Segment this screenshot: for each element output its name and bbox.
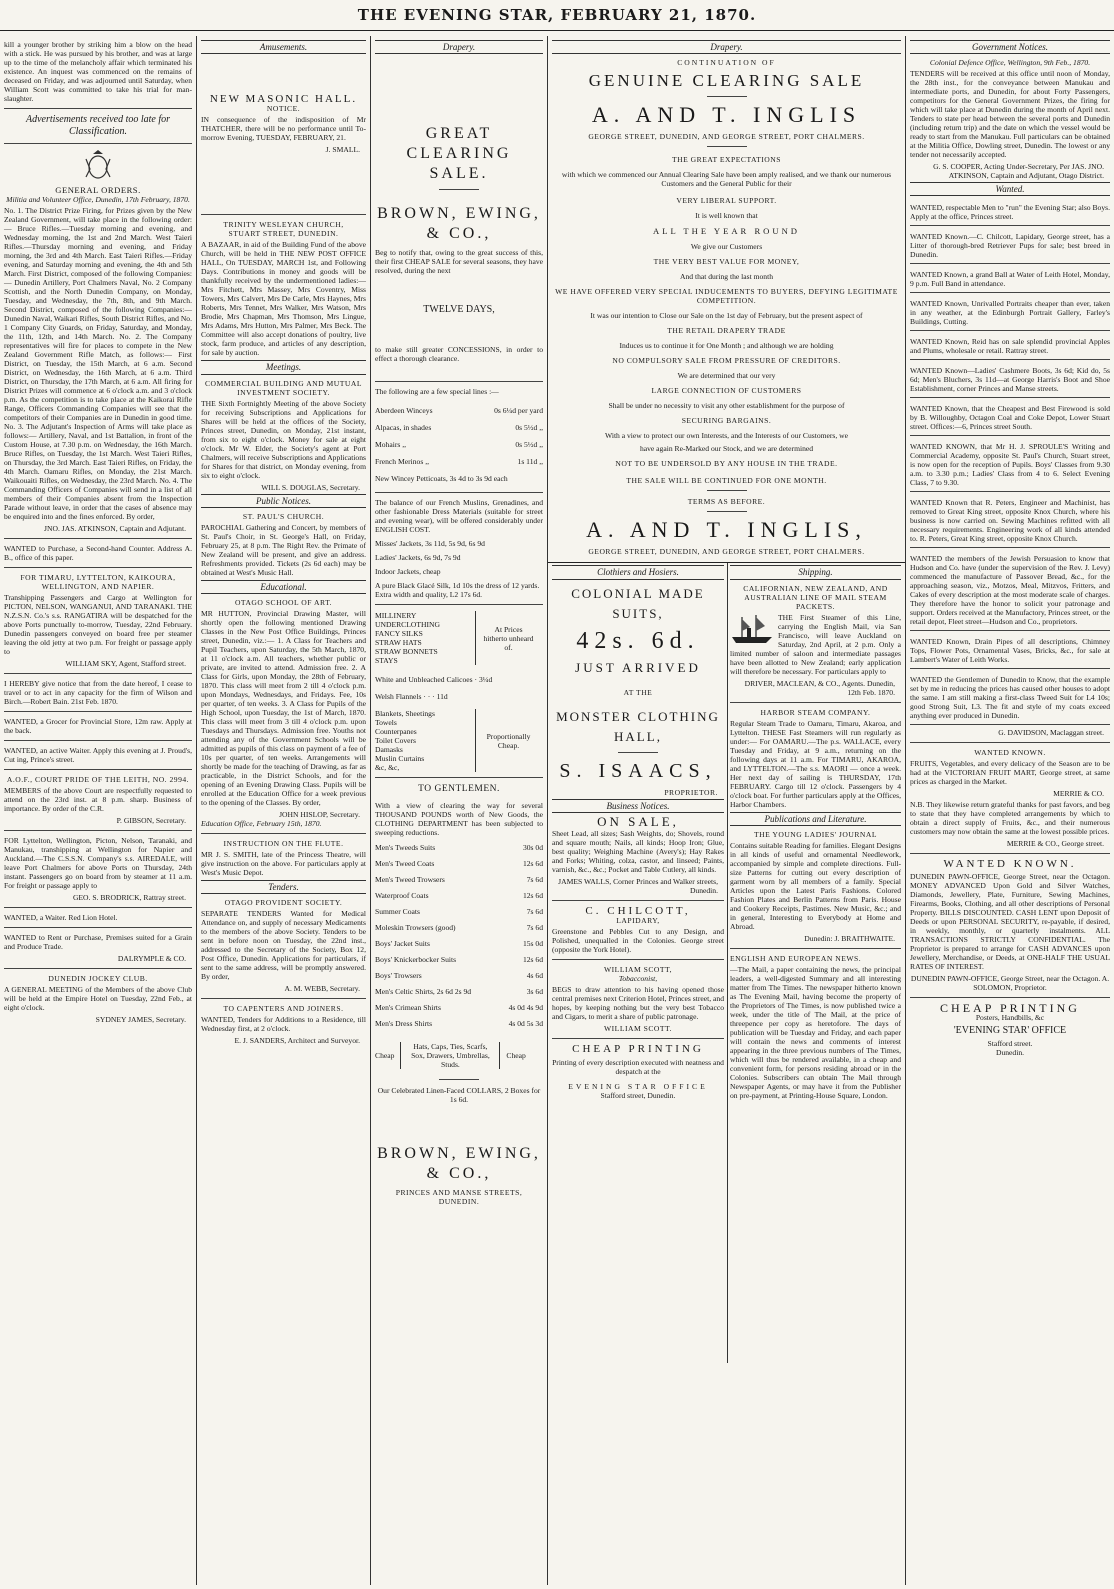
special-inducements: WE HAVE OFFERED VERY SPECIAL INDUCEMENTS TO BUYERS, DEFYING LEGITIMATE COMPETITION. <box>555 287 898 306</box>
packets-body: THE First Steamer of this Line, carrying the English Mail, via San Francisco, will leave Auckland on Saturday, 2nd April, at 2 p.m. Only a limited number of saloon and intermediate passages have been allotted to New Zealand; early application will therefore be necessary. For particulars apply to <box>730 612 901 676</box>
special-lines <box>375 402 543 487</box>
on-sale-items: Sheet Lead, all sizes; Sash Weights, do; Shovels, round and square mouth; Nails, all kinds; Hoop Iron; Glue, best quality; Weighing Machine (Avery's); Hay Rakes and Forks; Whiting, colza, castor, and linseed; Paints, varnish, &c., &c.; Pocket and Table Cutlery, all kinds. <box>552 829 724 875</box>
aof-signature: P. GIBSON, Secretary. <box>116 816 186 826</box>
item-price: 0s 6¼d per yard <box>494 406 543 416</box>
ad-shipping-body: Transhipping Passengers and Cargo at Wellington for PICTON, NELSON, WANGANUI, AND TARANAKI. THE N.Z.S.N. Co.'s s.s. RANGATIRA will be despatched for the above Ports punctually to-morrow, Tuesday, 22nd February. Dunedin passengers conveyed on board free per steamer leaving the old jetty at two p.m. For freight or passage apply to <box>4 593 192 657</box>
art-body: MR HUTTON, Provincial Drawing Master, will shortly open the following mentioned Drawing Classes in the New Post Office Buildings, Princes street, Dunedin, viz.:— 1. A Class for Teachers and Pupil Teachers, upon Saturday, the 5th March, 1870, at 11 o'clock a.m. All teachers, whether public or private, are invited to attend. Admission free. 2. A Class for Girls, upon Monday, the 28th of February, 1870. This class will meet from 2 till 4 o'clock p.m. upon Mondays, Wednesdays, and Fridays. Fee, 10s per quarter, of ten weeks. 3. A Class for Pupils of the High School, upon Tuesday, the 1st of March, 1870. This class will meet from 3 till 4 o'clock p.m. upon Tuesdays and Thursdays. Admission free. Youths not attending any of the Government Schools will be admitted as pupils of this class on payment of a fee of 10s per quarter, of ten weeks. Arrangements will shortly be made for the teaching of Drawing, as far as practicable, in the District Schools, and for the opening of an Evening Drawing Class. Pupils will be enrolled at the Education Office for a week previous to the opening of the Classes. By order, <box>201 609 366 808</box>
column-3 <box>371 38 547 1583</box>
item-name: Boys' Trowsers <box>375 970 422 980</box>
item-price: 7s 6d <box>526 922 543 932</box>
item-name: New Wincey Petticoats, 3s 4d to 3s 9d each <box>375 474 508 484</box>
provident-signature: A. M. WEBB, Secretary. <box>284 984 360 994</box>
wanted-ad: WANTED Known.—C. Chilcott, Lapidary, George street, has a Litter of thorough-bred Retriever Pups for sale; best breed in Dunedin. <box>910 229 1110 264</box>
late-ads-title: Advertisements received too late for Classification. <box>25 114 171 137</box>
inglis-name-footer: A. AND T. INGLIS, <box>586 517 867 543</box>
calicoes-line: White and Unbleached Calicoes · 3¼d <box>375 675 493 685</box>
ad-premises-signature: DALRYMPLE & CO. <box>117 954 186 964</box>
colonial-suits: COLONIAL MADE SUITS, <box>571 585 705 621</box>
item-price: 12s 6d <box>522 954 543 964</box>
news-item: kill a younger brother by striking him a blow on the head with a stick. He was pursued by his brother, and was at large up to the time of the melancholy affair which terminated his existence. An inquest was commenced on the remains of deceased on Friday, and was adjourned until Saturday, when William Scott was committed to take his trial for man-slaughter. <box>4 40 192 103</box>
jacket-line: Ladies' Jackets, 6s 9d, 7s 9d <box>375 553 461 563</box>
harbor-body: Regular Steam Trade to Oamaru, Timaru, Akaroa, and Lyttelton. THESE Fast Steamers will run regularly as under:— For OAMARU.—The p.s. WALLACE, every Tuesday and Friday, at 9 a.m., returning on the following days at 11 a.m. For TIMARU, AKAROA, and LYTTELTON.—The s.s. MAORI — once a week. Her next day of sailing is THURSDAY, 17th FEBRUARY. Cargo till 12 o'clock. Passengers by 4 o'clock boat. For further particulars apply at the Offices, Harbor Chambers. <box>730 718 901 809</box>
tobacconist: Tobacconist, <box>618 974 658 984</box>
item-name: Boys' Jacket Suits <box>375 938 430 948</box>
item-price: 12s 6d <box>522 858 543 868</box>
flute-title: INSTRUCTION ON THE FLUTE. <box>223 839 344 849</box>
item-price: 0s 5½d ,, <box>515 440 543 450</box>
item-price: 7s 6d <box>526 874 543 884</box>
scott-signature: WILLIAM SCOTT. <box>603 1024 673 1034</box>
pawn-signature: DUNEDIN PAWN-OFFICE, George Street, near the Octagon. A. SOLOMON, Proprietor. <box>910 973 1110 992</box>
cbi-signature: WILL S. DOUGLAS, Secretary. <box>261 482 360 492</box>
trinity-body: A BAZAAR, in aid of the Building Fund of the above Church, will be held in THE NEW POST OFFICE HALL, On TUESDAY, MARCH 1st, and Following Days. Contributions in money and goods will be thankfully received by the undermentioned ladies:—Mrs Fitchett, Mrs Massey, Mrs Coventry, Miss Towers, Mrs Calvert, Mrs De Carle, Mrs Haynes, Mrs Roberts, Mrs Tennet, Mrs Walker, Mrs Watson, Mrs Brodie, Mrs Chapman, Mrs Thomson, Mrs Lingue, Mrs Adams, Mrs Hutton, Mrs Palmer, Mrs Beck. The Committee will also accept donations of poultry, live stock, farm produce, and articles of any description, for sale by auction. <box>201 240 366 358</box>
masthead: THE EVENING STAR, FEBRUARY 21, 1870. <box>357 6 757 24</box>
ad-grocer: WANTED, a Grocer for Provincial Store, 12m raw. Apply at the back. <box>4 717 192 736</box>
section-header-public-notices: Public Notices. <box>201 494 366 508</box>
jacket-line: Indoor Jackets, cheap <box>375 567 441 577</box>
news-body: —The Mail, a paper containing the news, the principal leaders, a well-digested Summary and all interesting matter from The Times. The newspaper hitherto known as The Evening Mail, having become the property of the Proprietors of The Times, is now published twice a week, under the title of The Mail, at the price of threepence per copy as heretofore. The days of publication will be Tuesday and Friday, and each paper will contain the news and comments of interest appearing in the three previous numbers of The Times, which will thus be rendered available, in a cheap and convenient form, for persons residing abroad or in the Colonies. Subscribers can obtain The Mail through Newspaper Agents, or may have it from the Publisher on pre-payment, at Printing-House Square, London. <box>730 964 901 1100</box>
item-name: Men's Dress Shirts <box>375 1018 433 1028</box>
intention: It was our intention to Close our Sale on the 1st day of February, but the present aspect of <box>590 311 863 321</box>
section-header-shipping: Shipping. <box>730 565 901 579</box>
gov-body: TENDERS will be received at this office until noon of Monday, the 28th inst., for the conveyance between Manukau and intermediate ports, and Dunedin, for about Forty Passengers, competitors for the General Government Prizes, the firing for which will take place at Dunedin during the month of April next. Tenders to state per head between the several ports and Dunedin (including return trip) and the date on which the vessel would be ready to start from the Manukau. Full particulars can be obtained at the Militia Office, Dowling street, Dunedin. The lowest or any tender not necessarily accepted. <box>910 69 1110 160</box>
subcolumn-shipping <box>730 563 901 1102</box>
general-orders-office: Militia and Volunteer Office, Dunedin, 17th February, 1870. <box>6 195 190 205</box>
item-name: Men's Tweeds Suits <box>375 842 436 852</box>
item-name: Men's Crimean Shirts <box>375 1002 441 1012</box>
item-name: French Merinos ,, <box>375 457 429 467</box>
clothing-row <box>375 904 543 920</box>
section-header-drapery: Drapery. <box>375 40 543 54</box>
news-title: ENGLISH AND EUROPEAN NEWS. <box>730 953 862 963</box>
protect: With a view to protect our own Interests, and the Interests of our Customers, we <box>604 431 849 441</box>
wanted-known-title-2: WANTED KNOWN. <box>943 858 1077 871</box>
ylj-signature: Dunedin: J. BRAITHWAITE. <box>804 933 895 943</box>
cheap-label: Cheap <box>375 1050 395 1060</box>
masonic-title: NEW MASONIC HALL. <box>209 93 358 106</box>
pawn-body: DUNEDIN PAWN-OFFICE, George Street, near the Octagon. MONEY ADVANCED Upon Gold and Silver Watches, Diamonds, Jewellery, Plate, Furniture, Sewing Machines, Firearms, Books, Clothing, and all other descriptions of Personal Property. BILLS DISCOUNTED. CASH LENT upon Deposit of Deeds or upon PERSONAL SECURITY, re-payable, if desired, in weekly, monthly, or quarterly instalments. ALL TRANSACTIONS STRICTLY CONFIDENTIAL. The Proprietor is prepared to arrange for CASH ADVANCES upon Jewellery, Merchandise, or Deeds, at ONE-HALF THE USUAL RATES OF INTEREST. <box>910 871 1110 971</box>
section-header-drapery-2: Drapery. <box>552 40 901 54</box>
aof-body: MEMBERS of the above Court are respectfully requested to attend on the 23rd inst. at 8 p.m. sharp. Business of importance. By order of the C.R. <box>4 786 192 814</box>
section-header-wanted: Wanted. <box>910 182 1110 196</box>
brown-ewing-intro: Beg to notify that, owing to the great success of this, their first CHEAP SALE for several seasons, they have resolved, during the next <box>375 248 543 276</box>
item-name: Mohairs ,, <box>375 440 407 450</box>
general-orders-title: GENERAL ORDERS. <box>55 185 141 195</box>
item-name: Men's Tweed Coats <box>375 858 435 868</box>
household-note: Proportionally Cheap. <box>475 709 535 772</box>
flannels-line: Welsh Flannels · · · 11d <box>375 692 448 702</box>
section-header-educational: Educational. <box>201 580 366 594</box>
group-item: Towels <box>375 718 397 728</box>
gov-office: Colonial Defence Office, Wellington, 9th Feb., 1870. <box>929 58 1091 68</box>
brown-ewing-address: PRINCES AND MANSE STREETS, DUNEDIN. <box>395 1187 523 1206</box>
masthead-rule <box>0 30 1114 31</box>
joiners-body: WANTED, Tenders for Additions to a Residence, till Wednesday first, at 2 o'clock. <box>201 1015 366 1034</box>
clothing-prices <box>375 840 543 1032</box>
terms: TERMS AS BEFORE. <box>687 497 766 507</box>
item-price: 4s 6d <box>526 970 543 980</box>
balance-text: The balance of our French Muslins, Grenadines, and other fashionable Dress Materials (suitable for street and evening wear), will be offered considerably under ENGLISH COST. <box>375 498 543 535</box>
cbi-body: THE Sixth Fortnightly Meeting of the above Society for receiving Subscriptions and Applications for Shares will be held at the offices of the Society, Princes street, Dunedin, on Monday, 21st instant, from six to eight o'clock. Money for sale at eight o'clock. Mr W. Elder, the Society's agent at Port Chalmers, will receive Subscriptions and Applications for Shares for that district, on Monday evening, from six to eight o'clock. <box>201 398 366 480</box>
monster-hall: MONSTER CLOTHING HALL, <box>556 708 720 744</box>
general-orders-signature: JNO. JAS. ATKINSON, Captain and Adjutant. <box>44 524 186 534</box>
clothing-row <box>375 856 543 872</box>
lines-intro: The following are a few special lines :— <box>375 387 499 397</box>
item-price: 1s 11d ,, <box>517 457 543 467</box>
gov-signature: G. S. COOPER, Acting Under-Secretary, Per JAS. JNO. ATKINSON, Captain and Adjutant, Otago District. <box>933 162 1104 181</box>
stpaul-title: ST. PAUL'S CHURCH. <box>242 511 325 521</box>
item-name: Summer Coats <box>375 906 420 916</box>
remarked: have again Re-Marked our Stock, and we are determined <box>639 444 814 454</box>
wanted-ad: WANTED Known, a grand Ball at Water of Leith Hotel, Monday, 9 p.m. Full Band in attendance. <box>910 267 1110 293</box>
group-item: UNDERCLOTHING <box>375 620 440 630</box>
clearing-sale-title: GREAT CLEARING SALE. <box>406 125 512 183</box>
ad-waiter-redlion: WANTED, a Waiter. Red Lion Hotel. <box>4 913 118 923</box>
harbor-title: HARBOR STEAM COMPANY. <box>760 707 871 717</box>
section-header-publications: Publications and Literature. <box>730 812 901 826</box>
group-item: FANCY SILKS <box>375 629 423 639</box>
wanted-ad: WANTED Known, Unrivalled Portraits cheaper than ever, taken in any weather, at the Edinburgh Portrait Gallery, Farley's Buildings, Cutting. <box>910 296 1110 331</box>
group-item: Toilet Covers <box>375 736 417 746</box>
just-arrived: JUST ARRIVED <box>575 659 701 675</box>
wanted-ad: WANTED KNOWN, that Mr H. J. SPROULE'S Writing and Commercial Academy, opposite St. Paul's Church, Stuart street, is now open for the reception of Pupils. Boys' Classes from 9.30 a.m. to 3.30 p.m.; Ladies' Class from 4 to 6. Select Evening Class, 7 to 9.30. <box>910 439 1110 492</box>
star-office-2: 'EVENING STAR' OFFICE <box>953 1024 1067 1036</box>
packets-signature: DRIVER, MACLEAN, & CO., Agents. Dunedin, 12th Feb. 1870. <box>744 678 895 697</box>
genuine-sale-title: GENUINE CLEARING SALE <box>588 71 865 91</box>
section-header-government: Government Notices. <box>910 40 1110 54</box>
steamship-icon <box>730 613 774 645</box>
scott-name: WILLIAM SCOTT, <box>603 965 673 975</box>
group-item: STRAW BONNETS <box>375 647 438 657</box>
price-row <box>375 436 543 453</box>
cbi-title: COMMERCIAL BUILDING AND MUTUAL INVESTMENT SOCIETY. <box>204 378 363 397</box>
provident-title: OTAGO PROVIDENT SOCIETY. <box>224 898 343 908</box>
ad-notice: I HEREBY give notice that from the date hereof, I cease to travel or to act in any capacity for the firm of Wilson and Birch.—Robert Bain. 21st Feb. 1870. <box>4 679 192 707</box>
wanted-ad: WANTED Known, Drain Pipes of all descriptions, Chimney Tops, Flower Pots, Ornamental Vases, Bricks, &c., for sale at Lambert's Water of Leith Works. <box>910 634 1110 669</box>
jackets-list <box>375 539 543 599</box>
stafford-street-2: Stafford street. <box>987 1039 1033 1049</box>
merrie-signature-2: MERRIE & CO., George street. <box>1006 839 1104 849</box>
davidson-signature: G. DAVIDSON, Maclaggan street. <box>998 728 1104 738</box>
group-item: STAYS <box>375 656 398 666</box>
item-price: 0s 5½d ,, <box>515 423 543 433</box>
inglis-address-footer: GEORGE STREET, DUNEDIN, AND GEORGE STREET, PORT CHALMERS. <box>588 547 865 557</box>
retail-trade: THE RETAIL DRAPERY TRADE <box>667 326 786 336</box>
wanted-ad: WANTED Known, Reid has on sale splendid provincial Apples and Plums, wholesale or retail. Rattray street. <box>910 334 1110 360</box>
group-item: Counterpanes <box>375 727 417 737</box>
isaacs-proprietor: PROPRIETOR. <box>664 787 718 797</box>
ad-shipping-signature: WILLIAM SKY, Agent, Stafford street. <box>65 659 186 669</box>
wanted-ad: WANTED Known, that the Cheapest and Best Firewood is sold by B. Willoughby, Octagon Coal and Coke Depot, Lower Stuart street. Offices:—6, Princes street South. <box>910 401 1110 436</box>
induces: Induces us to continue it for One Month ; and although we are holding <box>619 341 834 351</box>
masonic-notice: NOTICE. <box>266 104 301 114</box>
clothing-row <box>375 984 543 1000</box>
well-known: It is well known that <box>695 211 758 221</box>
expectations-body: with which we commenced our Annual Clearing Sale have been amply realised, and we thank our numerous Customers and the General Public for their <box>561 170 892 189</box>
printing-body: Printing of every description executed with neatness and despatch at the <box>552 1058 724 1077</box>
best-value: THE VERY BEST VALUE FOR MONEY, <box>653 257 800 267</box>
group-item: Blankets, Sheetings <box>375 709 435 719</box>
sale-continued: THE SALE WILL BE CONTINUED FOR ONE MONTH. <box>626 476 827 486</box>
at-the: AT THE <box>623 687 653 697</box>
wanted-ads <box>910 200 1110 725</box>
provident-body: SEPARATE TENDERS Wanted for Medical Attendance on, and supply of necessary Medicaments to the members of the above Society. Tenders to be sent in before noon on Tuesday, the 22nd inst., addressed to the Secretary of the Society, Box 12, Post Office, Dunedin. Applications for particulars, if sent to the same address, will be promptly answered. By order, <box>201 909 366 982</box>
inglis-name: A. AND T. INGLIS <box>591 102 862 128</box>
liberal-support: VERY LIBERAL SUPPORT. <box>676 196 777 206</box>
large-connection: LARGE CONNECTION OF CUSTOMERS <box>651 386 802 396</box>
cheap-printing-2: CHEAP PRINTING <box>940 1000 1080 1015</box>
household-group <box>375 709 543 772</box>
isaacs-name: S. ISAACS, <box>559 759 717 782</box>
item-name: Alpacas, in shades <box>375 423 432 433</box>
group-item: Muslin Curtains <box>375 754 425 764</box>
clothing-row <box>375 968 543 984</box>
gentlemen-title: TO GENTLEMEN. <box>418 784 500 795</box>
section-header-business: Business Notices. <box>552 799 724 813</box>
price-row <box>375 419 543 436</box>
item-name: Moleskin Trowsers (good) <box>375 922 456 932</box>
concessions: to make still greater CONCESSIONS, in order to effect a thorough clearance. <box>375 345 543 364</box>
trinity-sub: STUART STREET, DUNEDIN. <box>228 229 339 239</box>
clothing-row <box>375 952 543 968</box>
royal-crest-icon <box>78 149 118 183</box>
determined: We are determined that our very <box>677 371 776 381</box>
section-header-amusements: Amusements. <box>201 40 366 54</box>
wanted-ad: WANTED the Gentlemen of Dunedin to Know, that the example set by me in reducing the prices has caused other houses to adopt the same. I am still making a first-class Tweed Suit for L4 10s; good Strong Suit, L3. The fit and style of my coats exceed anything ever produced in Dunedin. <box>910 672 1110 725</box>
scott-body: BEGS to draw attention to his having opened those central premises next Criterion Hotel, Princes street, and hopes, by keeping nothing but the very best Tobacco and Cigars, to merit a share of public patronage. <box>552 985 724 1022</box>
item-name: Men's Celtic Shirts, 2s 6d 2s 9d <box>375 986 472 996</box>
joiners-signature: E. J. SANDERS, Architect and Surveyor. <box>234 1036 360 1046</box>
clothing-row <box>375 1016 543 1032</box>
wanted-ad: WANTED Known that R. Peters, Engineer and Machinist, has removed to Great King street, opposite Knox Church, where his business is now carried on. Sewing Machines refitted with all necessary requirements. Engineering work of all kinds attended to. R. Peters, Great King street, opposite Knox Church. <box>910 495 1110 548</box>
art-date: Education Office, February 15th, 1870. <box>201 819 322 829</box>
ad-premises: WANTED to Rent or Purchase, Premises suited for a Grain and Produce Trade. <box>4 933 192 952</box>
star-office: EVENING STAR OFFICE <box>568 1082 708 1092</box>
section-header-tenders: Tenders. <box>201 880 366 894</box>
item-name: Aberdeen Winceys <box>375 406 433 416</box>
brown-ewing-footer: BROWN, EWING, & CO., <box>377 1144 541 1182</box>
wanted-ad: WANTED, respectable Men to "run" the Evening Star; also Boys. Apply at the office, Princes street. <box>910 200 1110 226</box>
wanted-known-title: WANTED KNOWN. <box>974 748 1046 758</box>
price-row <box>375 470 543 487</box>
gentlemen-body: With a view of clearing the way for several THOUSAND POUNDS worth of New Goods, the CLOTHING DEPARTMENT has been subjected to sweeping reductions. <box>375 800 543 837</box>
item-price: 30s 0d <box>522 842 543 852</box>
column-1 <box>0 38 196 1583</box>
lapidary-body: Greenstone and Pebbles Cut to any Design, and Polished, unequalled in the Colonies. George street (opposite the York Hotel). <box>552 927 724 955</box>
art-title: OTAGO SCHOOL OF ART. <box>234 598 333 608</box>
clothing-row <box>375 840 543 856</box>
clothing-row <box>375 1000 543 1016</box>
cheap-printing: CHEAP PRINTING <box>572 1043 704 1056</box>
trinity-title: TRINITY WESLEYAN CHURCH, <box>223 220 344 230</box>
wanted-ad: WANTED Known—Ladies' Cashmere Boots, 3s 6d; Kid do, 5s 6d; Men's Bluchers, 3s 11d—at George Harris's Boot and Shoe Establishment, corner Princes and Manse streets. <box>910 363 1110 398</box>
clothing-row <box>375 920 543 936</box>
on-sale-signature: JAMES WALLS, Corner Princes and Walker streets, Dunedin. <box>558 877 718 896</box>
art-signature: JOHN HISLOP, Secretary. <box>279 810 360 820</box>
jockey-title: DUNEDIN JOCKEY CLUB. <box>48 974 148 984</box>
stpaul-body: PAROCHIAL Gathering and Concert, by members of St. Paul's Choir, in St. George's Hall, on Friday, February 25, at 8 p.m. The Right Rev. the Primate of New Zealand will be present, and give an address. Refreshments provided. Tickets (2s 6d each) may be obtained at West's Music Hall. <box>201 522 366 577</box>
item-name: Boys' Knickerbocker Suits <box>375 954 457 964</box>
item-price: 15s 0d <box>522 938 543 948</box>
ylj-title: THE YOUNG LADIES' JOURNAL <box>753 829 878 839</box>
group-item: STRAW HATS <box>375 638 422 648</box>
jacket-line: A pure Black Glacé Silk, 1d 10s the dress of 12 yards. Extra width and quality, L2 17s 6d. <box>375 581 540 600</box>
millinery-note: At Prices hitherto unheard of. <box>475 611 535 665</box>
price-row <box>375 402 543 419</box>
group-item: &c, &c, <box>375 763 400 773</box>
item-price: 7s 6d <box>526 906 543 916</box>
merrie-signature: MERRIE & CO. <box>1053 789 1104 799</box>
section-header-meetings: Meetings. <box>201 360 366 374</box>
twelve-days: TWELVE DAYS, <box>423 304 495 316</box>
ad-lyttelton-signature: GEO. S. BRODRICK, Rattray street. <box>72 893 186 903</box>
subcolumn-clothiers <box>552 563 724 1100</box>
we-give: We give our Customers <box>690 242 763 252</box>
wanted-ad: WANTED the members of the Jewish Persuasion to know that Hudson and Co. have (under the supervision of the Rev. J. Levy) commenced the manufacture of Passover Bread, &c., for the approaching season, viz., Motzos, Meal, Mitzvos, Fritters, and Cakes of every description at the most moderate scale of charges. They therefore have the honor to solicit your patronage and support. Orders received at the Manufactory, Princes street, or the retail depot, Fleet street—Hudson and Co., proprietors. <box>910 551 1110 631</box>
lower-section <box>552 563 901 1363</box>
nb-body: N.B. They likewise return grateful thanks for past favors, and beg to state that they have completed arrangements by which to obtain a direct supply of Fruits, &c., and their numerous customers may now obtain the same at the lowest possible prices. <box>910 800 1110 837</box>
packets-title: CALIFORNIAN, NEW ZEALAND, AND AUSTRALIAN LINE OF MAIL STEAM PACKETS. <box>743 583 888 611</box>
suit-price: 42s. 6d. <box>576 627 700 654</box>
ad-lyttelton: FOR Lyttelton, Wellington, Picton, Nelson, Taranaki, and Manukau, transhipping at Wellington for Napier and Auckland.—The C.S.S.N. Company's s.s. AIREDALE, will leave Port Chalmers for above Ports on Thursday, 24th instant. Passengers go on board from by steamer at 11 a.m. For freight or passage apply to <box>4 836 192 891</box>
fruits-body: FRUITS, Vegetables, and every delicacy of the Season are to be had at the VICTORIAN FRUIT MART, George street, at same prices as charged in the Market. <box>910 759 1110 787</box>
column-4 <box>548 38 905 1583</box>
dunedin-label: Dunedin. <box>995 1048 1025 1058</box>
item-price: 3s 6d <box>526 986 543 996</box>
ad-waiter: WANTED, an active Waiter. Apply this evening at J. Proud's, Cut ing, Prince's street. <box>4 746 192 765</box>
last-month: And that during the last month <box>679 272 773 282</box>
jockey-body: A GENERAL MEETING of the Members of the above Club will be held at the Empire Hotel on Tuesday, 22nd Feb., at eight o'clock. <box>4 985 192 1013</box>
millinery-list <box>375 611 475 665</box>
flute-body: MR J. S. SMITH, late of the Princess Theatre, will give instruction on the above. For particulars apply at West's Music Depot. <box>201 850 366 878</box>
item-price: 12s 6d <box>522 890 543 900</box>
group-item: MILLINERY <box>375 611 417 621</box>
joiners-title: TO CAPENTERS AND JOINERS. <box>223 1004 344 1014</box>
masonic-signature: J. SMALL. <box>325 145 360 155</box>
clothing-row <box>375 872 543 888</box>
shall-be: Shall be under no necessity to visit any other establishment for the purpose of <box>608 401 845 411</box>
cheap-label-right: Cheap <box>506 1050 526 1060</box>
household-list <box>375 709 475 772</box>
on-sale: ON SALE, <box>597 813 679 829</box>
no-compulsory: NO COMPULSORY SALE FROM PRESSURE OF CREDITORS. <box>612 356 841 366</box>
clothing-row <box>375 888 543 904</box>
hats-group <box>375 1042 543 1069</box>
ylj-body: Contains suitable Reading for families. Elegant Designs in all kinds of useful and ornamental Needlework, accompanied by simple and complete directions. Full-size Patterns for cutting out every description of garment worn by all members of a family. Special Articles upon the Latest Paris Fashions. Colored Fashion Plates and Berlin Patterns from Paris. House and Cookery Receipts, Pastimes. New Music, &c.; and in general, Interesting to Everybody at Home and Abroad. <box>730 840 901 931</box>
chilcott-name: C. CHILCOTT, <box>585 905 691 918</box>
item-price: 4s 0d 4s 9d <box>508 1002 543 1012</box>
column-5 <box>906 38 1114 1583</box>
lapidary-label: LAPIDARY, <box>616 916 660 926</box>
item-name: Waterproof Coats <box>375 890 429 900</box>
stafford-street: Stafford street, Dunedin. <box>600 1091 676 1101</box>
jockey-signature: SYDNEY JAMES, Secretary. <box>95 1015 186 1025</box>
general-orders-body: No. 1. The District Prize Firing, for Prizes given by the New Zealand Government, will take place in the following order:— Bruce Rifles.—Tuesday morning and evening, and Wednesday morning, the 1st and 2nd March. West Taieri Rifles.—Thursday morning and evening, and Friday morning, the 3rd and 4th March. East Taieri Rifles.—Friday evening, and Saturday morning and evening, the 4th and 5th March. First District, composed of the following Companies:— Dunedin Artillery, Port Chalmers Naval, No. 2 Company Scottish, and the North Dunedin Company, on Monday, Tuesday, and Wednesday, the 7th, 8th, and 9th March. Second District, composed of the following Companies:— Dunedin Naval, Waikari Rifles, South District Rifles, and No. 1 Company City Guards, on Friday, Saturday, and Monday, the 11th, 12th, and 14th March. No. 2. The Company representatives will fire for places to compete in the New Zealand Government Rifle Match, as follows:— First District, on Tuesday, the 15th March, at 6 a.m. Second District, on Wednesday, the 16th March, at 6 a.m. Third District, on Thursday, the 17th March, at 6 a.m. All firing for District Prizes will commence at 6 o'clock a.m. and 3 o'clock p.m. As the competition is to take place at the Kaikorai Rifle Range, Officers Commanding Companies will see that the competitors of their Companies are in Dunedin in good time. No. 3. The Adjutant's Inspection of Arms will take place as follows:— Artillery, Naval, and 1st Battalion, in front of the Custom House, at 7.30 p.m. on Wednesday, the 16th March. Bruce Rifles, on Tuesday, the 1st March. West Taieri Rifles, on Thursday, the 3rd March. East Taieri Rifles, on Friday, the 4th March. Oamaru Rifles, on Monday, the 21st March. Waikouaiti Rifles, on Wednesday, the 23rd March. No. 4. The Commanding Officers of Companies will send in a list of all members of their Companies absent from the Inspection Parade without leave, in order that the cases of absence may be enquired into and the fines enforced. By order, <box>4 206 192 522</box>
group-item: Damasks <box>375 745 403 755</box>
item-name: Men's Tweed Trowsers <box>375 874 445 884</box>
column-2 <box>197 38 370 1583</box>
continuation: CONTINUATION OF <box>677 58 776 68</box>
price-row <box>375 453 543 470</box>
not-undersold: NOT TO BE UNDERSOLD BY ANY HOUSE IN THE TRADE. <box>615 459 838 469</box>
collars-offer: Our Celebrated Linen-Faced COLLARS, 2 Boxes for 1s 6d. <box>377 1085 541 1104</box>
great-expectations: THE GREAT EXPECTATIONS <box>672 155 781 165</box>
millinery-group <box>375 611 543 665</box>
inglis-address: GEORGE STREET, DUNEDIN, AND GEORGE STREET, PORT CHALMERS. <box>588 132 865 142</box>
ad-wanted-counter: WANTED to Purchase, a Second-hand Counter. Address A. B., office of this paper. <box>4 544 192 563</box>
aof-title: A.O.F., COURT PRIDE OF THE LEITH, NO. 2994. <box>6 775 190 785</box>
securing-bargains: SECURING BARGAINS. <box>681 416 772 426</box>
hats-list: Hats, Caps, Ties, Scarfs, Sox, Drawers, Umbrellas, Studs. <box>400 1042 500 1069</box>
masonic-body: IN consequence of the indisposition of Mr THATCHER, there will be no performance until To-morrow Evening, TUESDAY, FEBRUARY, 21. <box>201 115 366 143</box>
clothing-row <box>375 936 543 952</box>
printing-sub: Posters, Handbills, &c <box>975 1012 1045 1022</box>
all-year-round: ALL THE YEAR ROUND <box>652 226 800 237</box>
brown-ewing-name: BROWN, EWING, & CO., <box>377 205 541 243</box>
jacket-line: Misses' Jackets, 3s 11d, 5s 9d, 6s 9d <box>375 539 485 549</box>
section-header-clothiers: Clothiers and Hosiers. <box>552 565 724 579</box>
ad-shipping-title: FOR TIMARU, LYTTELTON, KAIKOURA, WELLINGTON, AND NAPIER. <box>20 573 176 592</box>
item-price: 4s 0d 5s 3d <box>508 1018 543 1028</box>
